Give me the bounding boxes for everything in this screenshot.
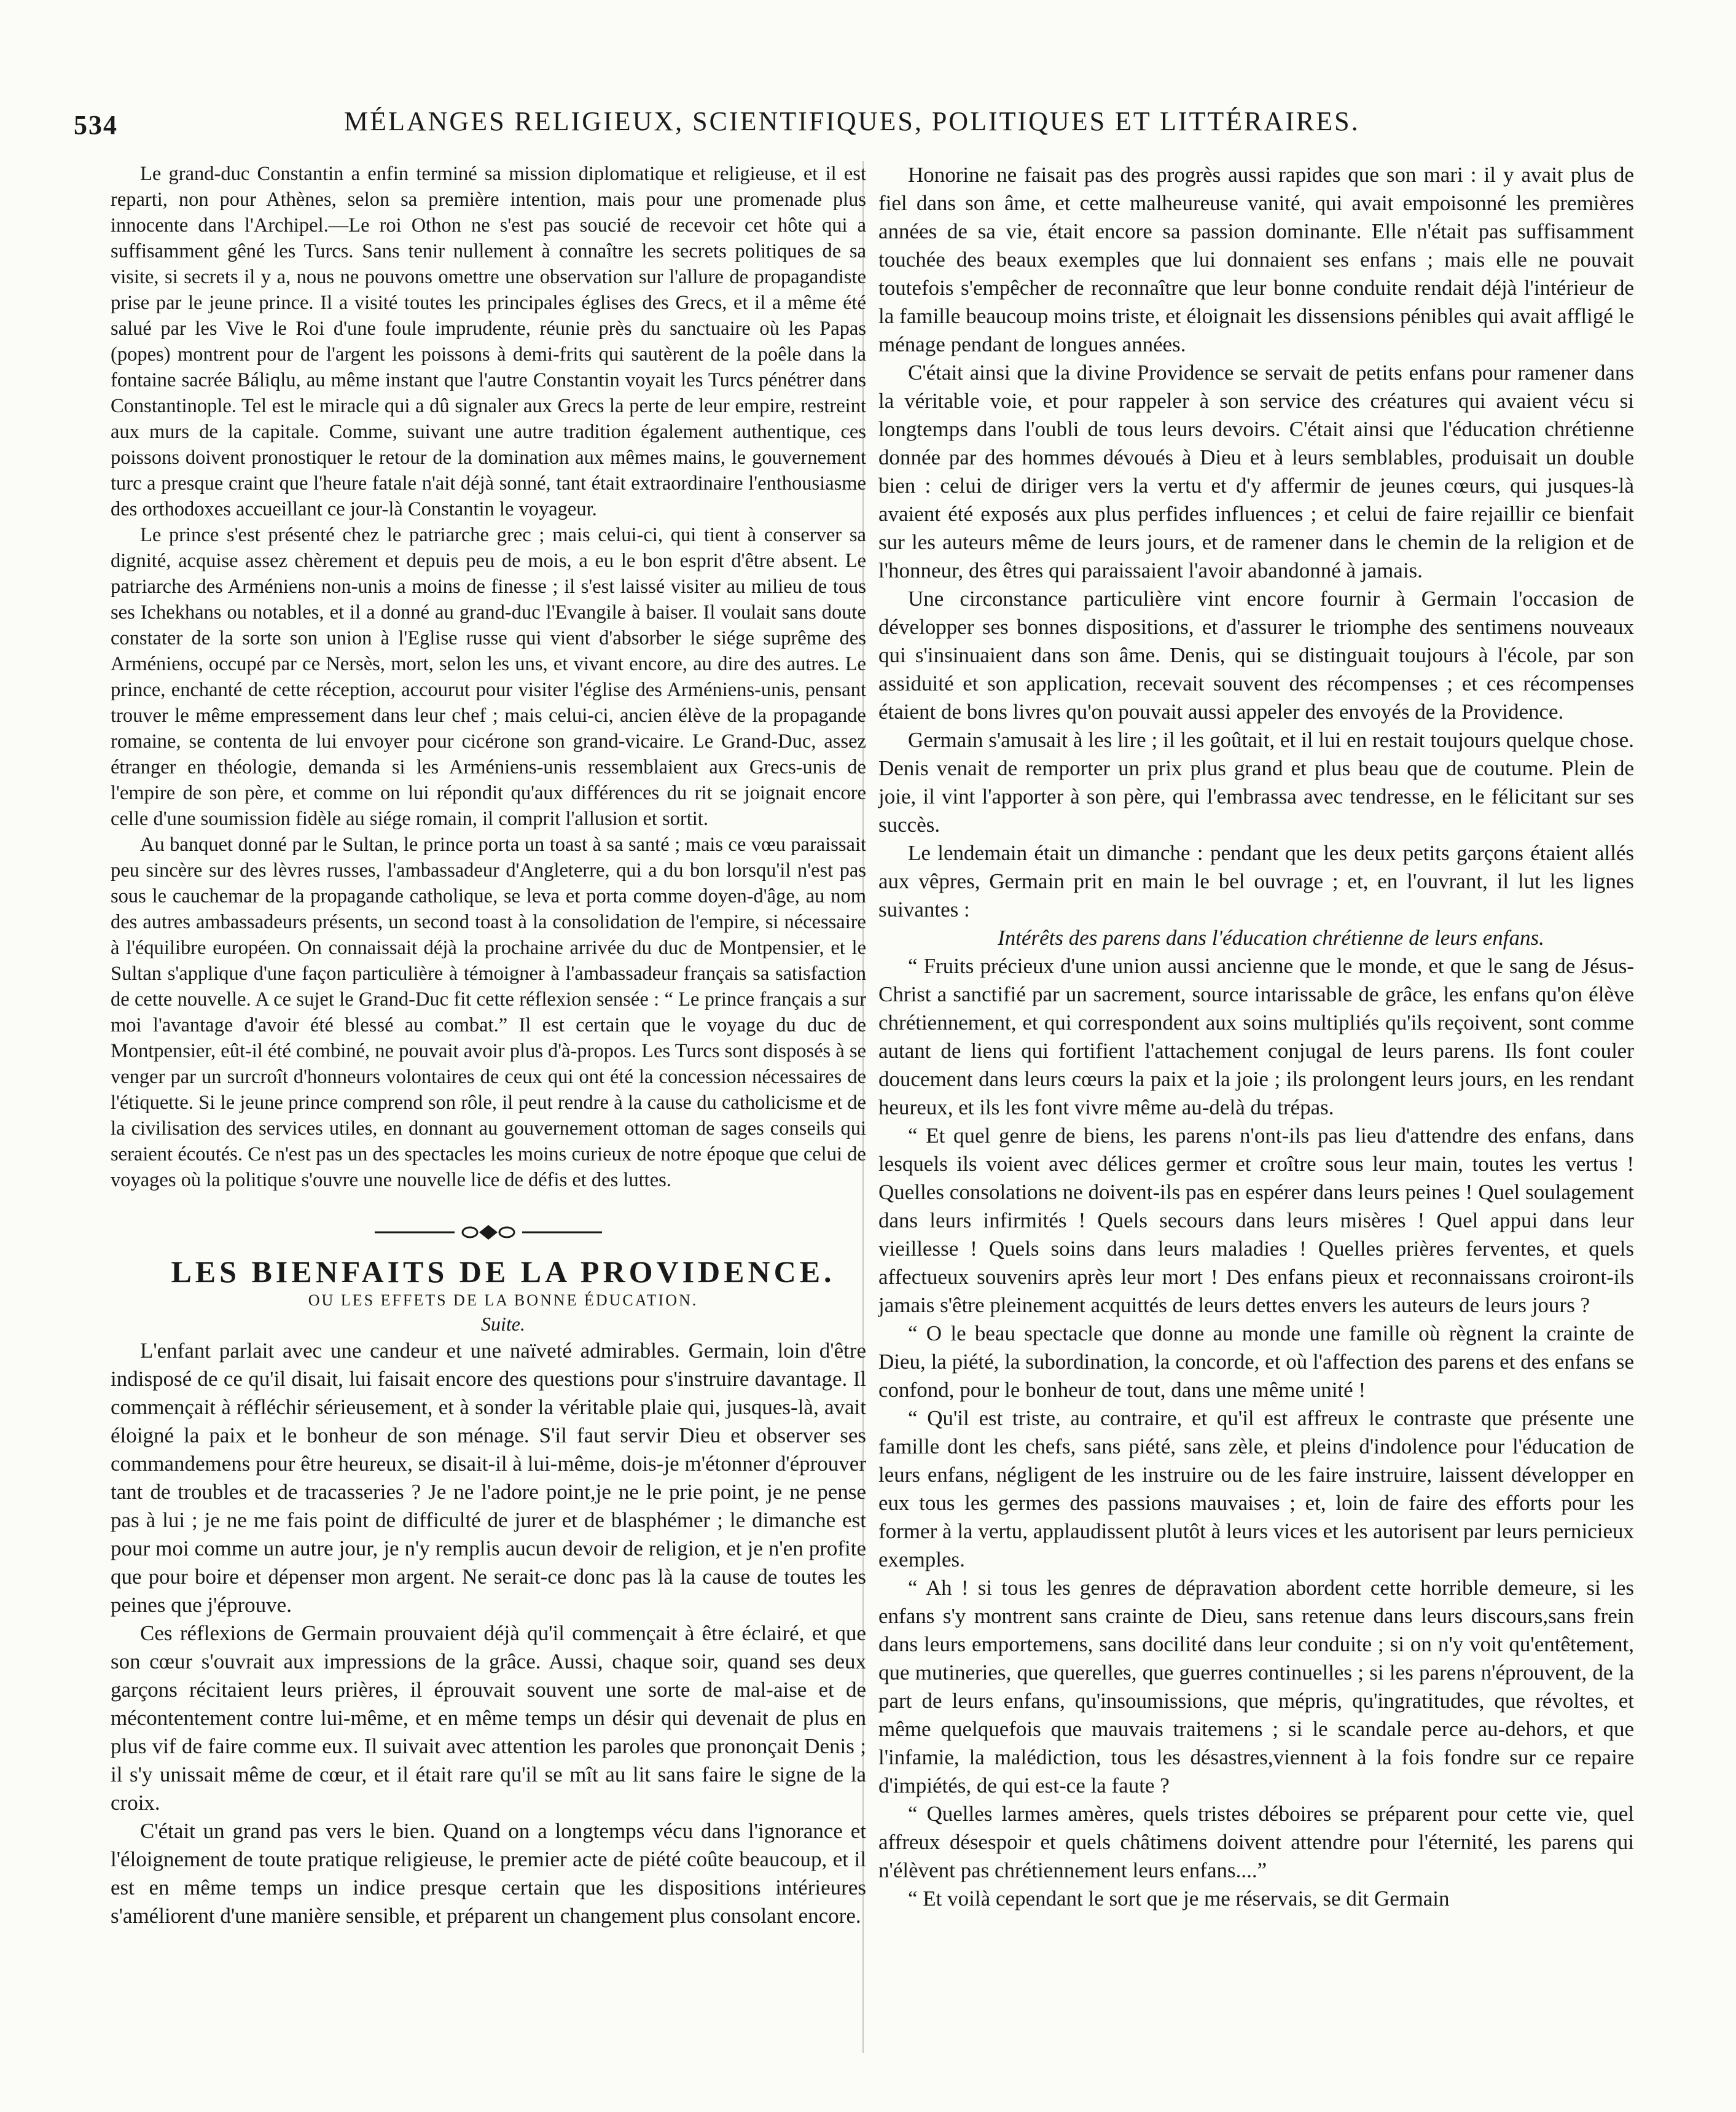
quote-paragraph-5: “ Ah ! si tous les genres de dépravation abordent cette horrible demeure, si les enfans s'y montrent sans crainte de Dieu, sans retenue dans leurs discours,sans frein dans leurs emportemens, sans docilité dans leur conduite ; si on n'y voit qu'entêtement, que mutineries, que querelles, que guerres continuelles ; si les parens n'éprouvent, de la part de leurs enfans, qu'insoumissions, que mépris, qu'ingratitudes, que révoltes, et même quelquefois que mauvais traitemens ; si le scandale perce au-dehors, et que l'infamie, la malédiction, tous les désastres,viennent à la fois fondre sur ce repaire d'impiétés, de qui est-ce la faute ? xyxy=(878,1576,1634,1797)
ornament-divider xyxy=(111,1220,866,1245)
news-paragraph-1: Le grand-duc Constantin a enfin terminé sa mission diplomatique et religieuse, et il est reparti, non pour Athènes, selon sa première intention, mais pour une promenade plus innocente dans l'Archipel.—Le roi Othon ne s'est pas soucié de recevoir cet hôte qui a suffisamment gêné les Turcs. Sans tenir nullement à connaître les secrets politiques de sa visite, si secrets il y a, nous ne pouvons omettre une observation sur l'allure de propagandiste prise par le jeune prince. Il a visité toutes les principales églises des Grecs, et il a même été salué par les Vive le Roi d'une foule imprudente, réunie près du sanctuaire où les Papas (popes) montrent pour de l'argent les poissons à demi-frits qui sautèrent de la poêle dans la fontaine sacrée Báliqlu, au même instant que l'autre Constantin voyait les Turcs pénétrer dans Constantinople. Tel est le miracle qui a dû signaler aux Grecs la perte de leur empire, restreint aux murs de la capitale. Comme, suivant une autre tradition également authentique, ces poissons doivent pronostiquer le retour de la domination aux mêmes mains, le gouvernement turc a presque craint que l'heure fatale n'ait déjà sonné, tant était extraordinaire l'enthousiasme des orthodoxes accueillant ce jour-là Constantin le voyageur. xyxy=(111,163,866,520)
quote-paragraph-3: “ O le beau spectacle que donne au monde une famille où règnent la crainte de Dieu, la piété, la subordination, la concorde, et où l'affection des parens et des enfans se confond, pour le bonheur de tout, dans une même unité ! xyxy=(878,1321,1634,1402)
quote-paragraph-6: “ Quelles larmes amères, quels tristes déboires se préparent pour cette vie, quel affreux désespoir et quels châtimens doivent attendre pour l'éternité, les parens qui n'élèvent pas chrétiennement leurs enfans....” xyxy=(878,1802,1634,1882)
quote-paragraph-1: “ Fruits précieux d'une union aussi ancienne que le monde, et que le sang de Jésus-Christ a sanctifié par un sacrement, source intarissable de grâce, les enfans qu'on élève chrétiennement, et qui correspondent aux soins multipliés qu'ils reçoivent, sont comme autant de liens qui fortifient l'attachement conjugal de leurs parens. Ils font couler doucement dans leurs cœurs la paix et la joie ; ils prolongent leurs jours, en les rendant heureux, et ils les font vivre même au-delà du trépas. xyxy=(878,954,1634,1119)
quote-paragraph-2: “ Et quel genre de biens, les parens n'ont-ils pas lieu d'attendre des enfans, dans lesquels ils voient avec délices germer et croître sous leur main, toutes les vertus ! Quelles consolations ne doivent-ils pas en espérer dans leurs peines ! Quel soulagement dans leurs infirmités ! Quels secours dans leurs misères ! Quel appui dans leur vieillesse ! Quels soins dans leurs maladies ! Quelles prières ferventes, et quels affectueux souvenirs après leur mort ! Des enfans pieux et reconnaissans croiront-ils jamais s'être pleinement acquittés de leurs dettes envers les auteurs de leurs jours ? xyxy=(878,1124,1634,1317)
ornament-icon xyxy=(111,1220,866,1245)
right-column xyxy=(878,161,1634,1913)
running-title: MÉLANGES RELIGIEUX, SCIENTIFIQUES, POLITIQUES ET LITTÉRAIRES. xyxy=(344,106,1360,136)
news-paragraph-3: Au banquet donné par le Sultan, le prince porta un toast à sa santé ; mais ce vœu paraissait peu sincère sur des lèvres russes, l'ambassadeur d'Angleterre, qui a du bon lorsqu'il n'est pas sous le cauchemar de la propagande catholique, se leva et porta comme doyen-d'âge, au nom des autres ambassadeurs présents, un second toast à la consolidation de l'empire, si nécessaire à l'équilibre européen. On connaissait déjà la prochaine arrivée du duc de Montpensier, et le Sultan s'applique d'une façon particulière à témoigner à l'ambassadeur français sa satisfaction de cette nouvelle. A ce sujet le Grand-Duc fit cette réflexion sensée : “ Le prince français a sur moi l'avantage d'avoir été blessé au combat.” Il est certain que le voyage du duc de Montpensier, eût-il été combiné, ne pouvait avoir plus d'à-propos. Les Turcs sont disposés à se venger par un surcroît d'honneurs volontaires de ceux qui ont été la concession nécessaires de l'étiquette. Si le jeune prince comprend son rôle, il peut rendre à la cause du catholicisme et de la civilisation des services utiles, en donnant au gouvernement ottoman de sages conseils qui seraient écoutés. Ce n'est pas un des spectacles les moins curieux de notre époque que celui de voyages où la politique s'ouvre une nouvelle lice de défis et des luttes. xyxy=(111,834,866,1191)
right-paragraph-2: C'était ainsi que la divine Providence se servait de petits enfans pour ramener dans la véritable voie, et pour rappeler à son service des créatures qui avaient vécu si longtemps dans l'oubli de tous leurs devoirs. C'était ainsi que l'éducation chrétienne donnée par des hommes dévoués à Dieu et à leurs semblables, produisait un double bien : celui de diriger vers la vertu et d'y affermir de jeunes cœurs, qui jusques-là avaient été exposés aux plus perfides influences ; et celui de faire rejaillir ce bienfait sur les auteurs même de leurs jours, et de ramener dans le chemin de la religion et de l'honneur, des êtres qui paraissaient l'avoir abandonné à jamais. xyxy=(878,361,1634,582)
right-paragraph-1: Honorine ne faisait pas des progrès aussi rapides que son mari : il y avait plus de fiel dans son âme, et cette malheureuse vanité, qui avait empoisonné les premières années de sa vie, était encore sa passion dominante. Elle n'était pas suffisamment touchée des beaux exemples que lui donnaient ses enfans ; mais elle ne pouvait toutefois s'empêcher de reconnaître que leur bonne conduite rendait déjà l'intérieur de la famille beaucoup moins triste, et éloignait les dissensions pénibles qui avait affligé le ménage pendant de longues années. xyxy=(878,163,1634,356)
book-intertitle: Intérêts des parens dans l'éducation chrétienne de leurs enfans. xyxy=(998,926,1544,950)
page-number: 534 xyxy=(74,110,118,140)
story-paragraph-1: L'enfant parlait avec une candeur et une naïveté admirables. Germain, loin d'être indisposé de ce qu'il disait, lui faisait encore des questions pour s'instruire davantage. Il commençait à réfléchir sérieusement, et à sonder la véritable plaie qui, jusques-là, avait éloigné la paix et le bonheur de son ménage. S'il faut servir Dieu et observer ses commandemens pour être heureux, se disait-il à lui-même, dois-je m'étonner d'éprouver tant de troubles et de tracasseries ? Je ne l'adore point,je ne le prie point, je ne pense pas à lui ; je ne me fais point de difficulté de jurer et de blasphémer ; le dimanche est pour moi comme un autre jour, je n'y remplis aucun devoir de religion, et je n'en profite que pour boire et dépenser mon argent. Ne serait-ce donc pas là la cause de toutes les peines que j'éprouve. xyxy=(111,1339,866,1617)
story-suite: Suite. xyxy=(481,1313,525,1335)
left-column xyxy=(111,161,866,1930)
story-paragraph-3: C'était un grand pas vers le bien. Quand on a longtemps vécu dans l'ignorance et l'éloignement de toute pratique religieuse, le premier acte de piété coûte beaucoup, et il est en même temps un indice presque certain que les dispositions intérieures s'améliorent d'une manière sensible, et préparent un changement plus consolant encore. xyxy=(111,1819,866,1928)
story-title: LES BIENFAITS DE LA PROVIDENCE. xyxy=(171,1254,835,1289)
quote-paragraph-4: “ Qu'il est triste, au contraire, et qu'il est affreux le contraste que présente une famille dont les chefs, sans piété, sans zèle, et pleins d'indolence pour l'éducation de leurs enfans, négligent de les instruire ou de les faire instruire, laissent développer en eux tous les germes des passions mauvaises ; et, loin de faire des efforts pour les former à la vertu, applaudissent plutôt à leurs vices et les autorisent par leurs pernicieux exemples. xyxy=(878,1406,1634,1571)
right-paragraph-5: Le lendemain était un dimanche : pendant que les deux petits garçons étaient allés aux vêpres, Germain prit en main le bel ouvrage ; et, en l'ouvrant, il lut les lignes suivantes : xyxy=(878,841,1634,921)
right-paragraph-3: Une circonstance particulière vint encore fournir à Germain l'occasion de développer ses bonnes dispositions, et d'assurer le triomphe des sentimens nouveaux qui s'insinuaient dans son âme. Denis, qui se distinguait toujours à l'école, par son assiduité et son application, recevait souvent des récompenses ; et ces récompenses étaient de bons livres qu'on pouvait aussi appeler des envoyés de la Providence. xyxy=(878,587,1634,724)
right-paragraph-4: Germain s'amusait à les lire ; il les goûtait, et il lui en restait toujours quelque chose. Denis venait de remporter un prix plus grand et plus beau que de coutume. Plein de joie, il vint l'apporter à son père, qui l'embrassa avec tendresse, en le félicitant sur ses succès. xyxy=(878,728,1634,837)
page-header xyxy=(74,98,1646,154)
news-paragraph-2: Le prince s'est présenté chez le patriarche grec ; mais celui-ci, qui tient à conserver sa dignité, acquise assez chèrement et depuis peu de mois, a eu le bon esprit d'être absent. Le patriarche des Arméniens non-unis a moins de finesse ; il s'est laissé visiter au milieu de tous ses Ichekhans ou notables, et il a donné au grand-duc l'Evangile à baiser. Il voulait sans doute constater de la sorte son union à l'Eglise russe qui vient d'absorber le siége suprême des Arméniens, occupé par ce Nersès, mort, selon les uns, et vivant encore, au dire des autres. Le prince, enchanté de cette réception, accourut pour visiter l'église des Arméniens-unis, pensant trouver le même empressement dans leur chef ; mais celui-ci, ancien élève de la propagande romaine, se contenta de lui envoyer pour cicérone son grand-vicaire. Le Grand-Duc, assez étranger en théologie, demanda si les Arméniens-unis ressemblaient aux Grecs-unis de l'empire de son père, et comme on lui répondit qu'aux différences du rit se joignait encore celle d'une soumission fidèle au siége romain, il comprit l'allusion et sortit. xyxy=(111,524,866,830)
story-subtitle: OU LES EFFETS DE LA BONNE ÉDUCATION. xyxy=(308,1291,698,1309)
quote-paragraph-7: “ Et voilà cependant le sort que je me réservais, se dit Germain xyxy=(908,1887,1450,1911)
story-paragraph-2: Ces réflexions de Germain prouvaient déjà qu'il commençait à être éclairé, et que son cœur s'ouvrait aux impressions de la grâce. Aussi, chaque soir, quand ses deux garçons récitaient leurs prières, il éprouvait souvent une sorte de mal-aise et de mécontentement contre lui-même, et en même temps un désir qui devenait de plus en plus vif de faire comme eux. Il suivait avec attention les paroles que prononçait Denis ; il s'y unissait même de cœur, et il était rare qu'il se mît au lit sans faire le signe de la croix. xyxy=(111,1621,866,1815)
